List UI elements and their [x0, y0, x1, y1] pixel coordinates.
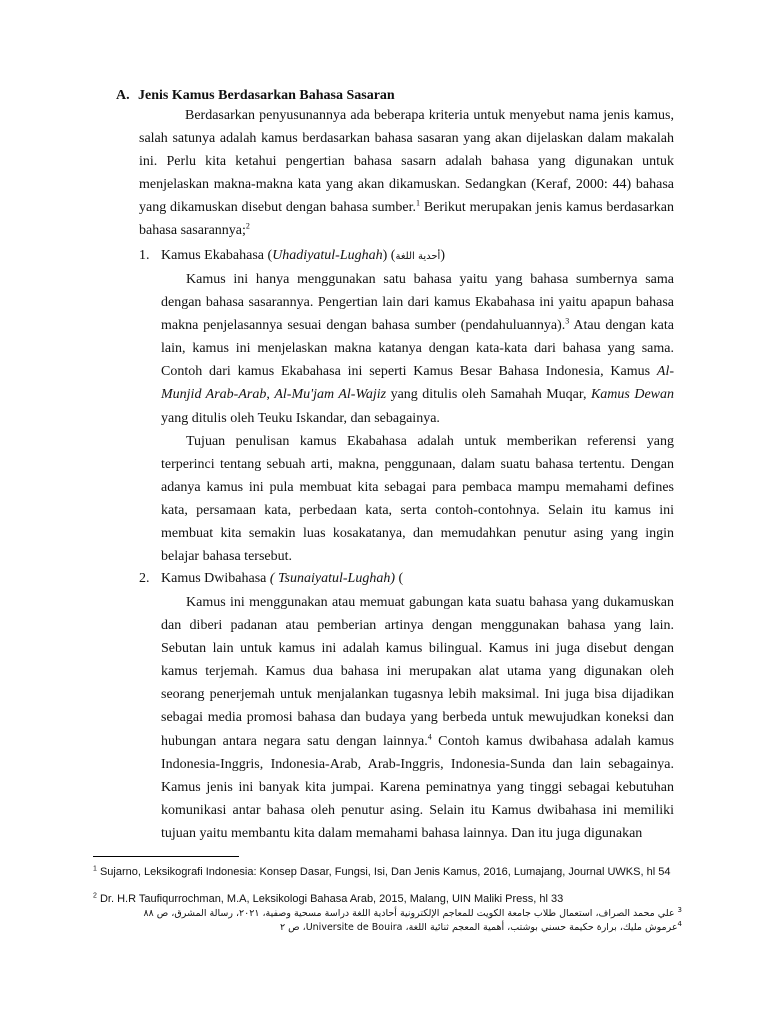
- dwibahasa-paragraph: Kamus ini menggunakan atau memuat gabungan kata suatu bahasa yang dukamuskan dan diberi padanan atau pemberian artinya dengan menggunakan bahasa yang lain. Sebutan lain untuk kamus ini adalah kamus bilingual. Kamus ini juga disebut dengan kamus terjemah. Kamus dua bahasa ini merupakan alat utama yang digunakan oleh seorang penerjemah untuk menjalankan tugasnya lebih maksimal. Ini juga bisa dijadikan sebagai media promosi bahasa dan budaya yang berbeda untuk mewujudkan koneksi dan hubungan antara negara satu dengan lainnya.$^4$ Contoh kamus dwibahasa adalah kamus Indonesia-Inggris, Indonesia-Arab, Arab-Inggris, Indonesia-Sunda dan lain sebagainya. Kamus jenis ini banyak kita jumpai. Karena peminatnya yang tinggi sebagai kebutuhan komunikasi antar bahasa oleh penutur asing. Selain itu Kamus dwibahasa ini memiliki tujuan yaitu membantu kita dalam memahami bahasa lainnya. Dan itu juga digunakan: [161, 595, 674, 841]
- footnote-ref-2[interactable]: 2: [245, 221, 250, 231]
- item-label: Kamus Ekabahasa (: [161, 248, 273, 263]
- list-number: 2.: [139, 571, 150, 586]
- item-term: Uhadiyatul-Lughah: [272, 248, 383, 263]
- document-page: A. Jenis Kamus Berdasarkan Bahasa Sasaran Berdasarkan penyusunannya ada beberapa kriteria untuk menyebut nama jenis kamus, salah satunya adalah kamus berdasarkan bahasa sasaran yang akan dijelaskan dalam makalah ini. Perlu kita ketahui pengertian bahasa sasarn adalah bahasa yang digunakan untuk menjelaskan makna-makna kata yang akan dikamuskan. Sedangkan (Keraf, 2000: 44) bahasa yang dikamuskan disebut dengan bahasa sumber.$^1$ Berikut merupakan jenis kamus berdasarkan bahasa sasarannya;$^2$ 1. Kamus Ekabahasa (Uhadiyatul-Lughah) (أحدية اللغة) Kamus ini hanya menggunakan satu bahasa yaitu yang bahasa sumbernya sama dengan bahasa sasarannya. Pengertian lain dari kamus Ekabahasa ini yaitu apapun bahasa makna penjelasannya sesuai dengan bahasa sumber (pendahuluannya).$^3$ Atau dengan kata lain, kamus ini menjelaskan makna katanya dengan kata-kata dari bahasa yang sama. Contoh dari kamus Ekabahasa ini seperti Kamus Besar Bahasa Indonesia, Kamus Al-Munjid Arab-Arab, Al-Mu'jam Al-Wajiz yang ditulis oleh Samahah Muqar, Kamus Dewan yang ditulis oleh Teuku Iskandar, dan sebagainya. Tujuan penulisan kamus Ekabahasa adalah untuk memberikan referensi yang terperinci tentang sebuah arti, makna, penggunaan, dalam suatu bahasa tertentu. Dengan adanya kamus ini pula membuat kita sebagai para pembaca mampu memahami defines kata, persamaan kata, perbedaan kata, serta contoh-contohnya. Selain itu kamus ini membuat kita semakin luas kosakatanya, dan memudahkan penutur asing yang ingin belajar bahasa tersebut. 2. Kamus Dwibahasa ( Tsunaiyatul-Lughah) ( Kamus ini menggunakan atau memuat gabungan kata suatu bahasa yang dukamuskan dan diberi padanan atau pemberian artinya dengan menggunakan bahasa yang lain. Sebutan lain untuk kamus ini adalah kamus bilingual. Kamus ini juga disebut dengan kamus terjemah. Kamus dua bahasa ini merupakan alat utama yang digunakan oleh seorang penerjemah untuk menjalankan tugasnya lebih maksimal. Ini juga bisa dijadikan sebagai media promosi bahasa dan budaya yang berbeda untuk mewujudkan koneksi dan hubungan antara negara satu dengan lainnya.$^4$ Contoh kamus dwibahasa adalah kamus Indonesia-Inggris, Indonesia-Arab, Arab-Inggris, Indonesia-Sunda dan lain sebagainya. Kamus jenis ini banyak kita jumpai. Karena peminatnya yang tinggi sebagai kebutuhan komunikasi antar bahasa oleh penutur asing. Selain itu Kamus dwibahasa ini memiliki tujuan yaitu membantu kita dalam memahami bahasa lainnya. Dan itu juga digunakan $^1$ Sujarno, Leksikografi Indonesia: Konsep Dasar, Fungsi, Isi, Dan Jenis Kamus, 2016, Lumajang, Journal UWKS, hl 54 $^2$ Dr. H.R Taufiqurrochman, M.A, Leksikologi Bahasa Arab, 2015, Malang, UIN Maliki Press, hl 33 $^3$ علي محمد الصراف، استعمال طلاب جامعة الكويت للمعاجم الإلكترونية أحادية اللغة دراسة مسحية وصفية، ٢٠٢١، رسالة المشرق، ص ٨٨ $^4$عرموش مليك، برارة حكيمة حسني بوشتب، أهمية المعجم ثنائية اللغة، Universite de Bouira، ص ٢: [93, 88, 682, 933]
- section-letter: A.: [116, 88, 130, 103]
- item-term: ( Tsunaiyatul-Lughah): [269, 571, 395, 586]
- intro-paragraph: Berdasarkan penyusunannya ada beberapa kriteria untuk menyebut nama jenis kamus, salah satunya adalah kamus berdasarkan bahasa sasaran yang akan dijelaskan dalam makalah ini. Perlu kita ketahui pengertian bahasa sasarn adalah bahasa yang digunakan untuk menjelaskan makna-makna kata yang akan dikamuskan. Sedangkan (Keraf, 2000: 44) bahasa yang dikamuskan disebut dengan bahasa sumber.$^1$ Berikut merupakan jenis kamus berdasarkan bahasa sasarannya;$^2$: [139, 108, 674, 239]
- footnote-ref-3[interactable]: 3: [565, 316, 570, 326]
- footnote-3: $^3$ علي محمد الصراف، استعمال طلاب جامعة الكويت للمعاجم الإلكترونية أحادية اللغة دراسة مسحية وصفية، ٢٠٢١، رسالة المشرق، ص ٨٨: [143, 905, 682, 919]
- list-number: 1.: [139, 248, 150, 263]
- section-heading: [116, 86, 395, 106]
- footnote-1: $^1$ Sujarno, Leksikografi Indonesia: Konsep Dasar, Fungsi, Isi, Dan Jenis Kamus, 2016, Lumajang, Journal UWKS, hl 54: [93, 865, 671, 878]
- footnote-ref-4[interactable]: 4: [427, 731, 432, 741]
- footnote-separator: [93, 856, 239, 857]
- item-label: Kamus Dwibahasa: [161, 571, 270, 586]
- footnote-2: $^2$ Dr. H.R Taufiqurrochman, M.A, Leksikologi Bahasa Arab, 2015, Malang, UIN Maliki Press, hl 33: [93, 892, 564, 905]
- footnote-ref-1[interactable]: 1: [415, 198, 420, 208]
- arabic-term: أحدية اللغة: [395, 251, 441, 262]
- ekabahasa-paragraph-2: Tujuan penulisan kamus Ekabahasa adalah untuk memberikan referensi yang terperinci tentang sebuah arti, makna, penggunaan, dalam suatu bahasa tertentu. Dengan adanya kamus ini pula membuat kita sebagai para pembaca mampu memahami defines kata, persamaan kata, perbedaan kata, serta contoh-contohnya. Selain itu kamus ini membuat kita semakin luas kosakatanya, dan memudahkan penutur asing yang ingin belajar bahasa tersebut.: [161, 434, 674, 565]
- ekabahasa-paragraph-1: Kamus ini hanya menggunakan satu bahasa yaitu yang bahasa sumbernya sama dengan bahasa sasarannya. Pengertian lain dari kamus Ekabahasa ini yaitu apapun bahasa makna penjelasannya sesuai dengan bahasa sumber (pendahuluannya).$^3$ Atau dengan kata lain, kamus ini menjelaskan makna katanya dengan kata-kata dari bahasa yang sama. Contoh dari kamus Ekabahasa ini seperti Kamus Besar Bahasa Indonesia, Kamus Al-Munjid Arab-Arab, Al-Mu'jam Al-Wajiz yang ditulis oleh Samahah Muqar, Kamus Dewan yang ditulis oleh Teuku Iskandar, dan sebagainya.: [161, 272, 675, 426]
- footnote-4: $^4$عرموش مليك، برارة حكيمة حسني بوشتب، أهمية المعجم ثنائية اللغة، Universite de Bouira، ص ٢: [280, 919, 682, 933]
- section-title: Jenis Kamus Berdasarkan Bahasa Sasaran: [138, 88, 395, 103]
